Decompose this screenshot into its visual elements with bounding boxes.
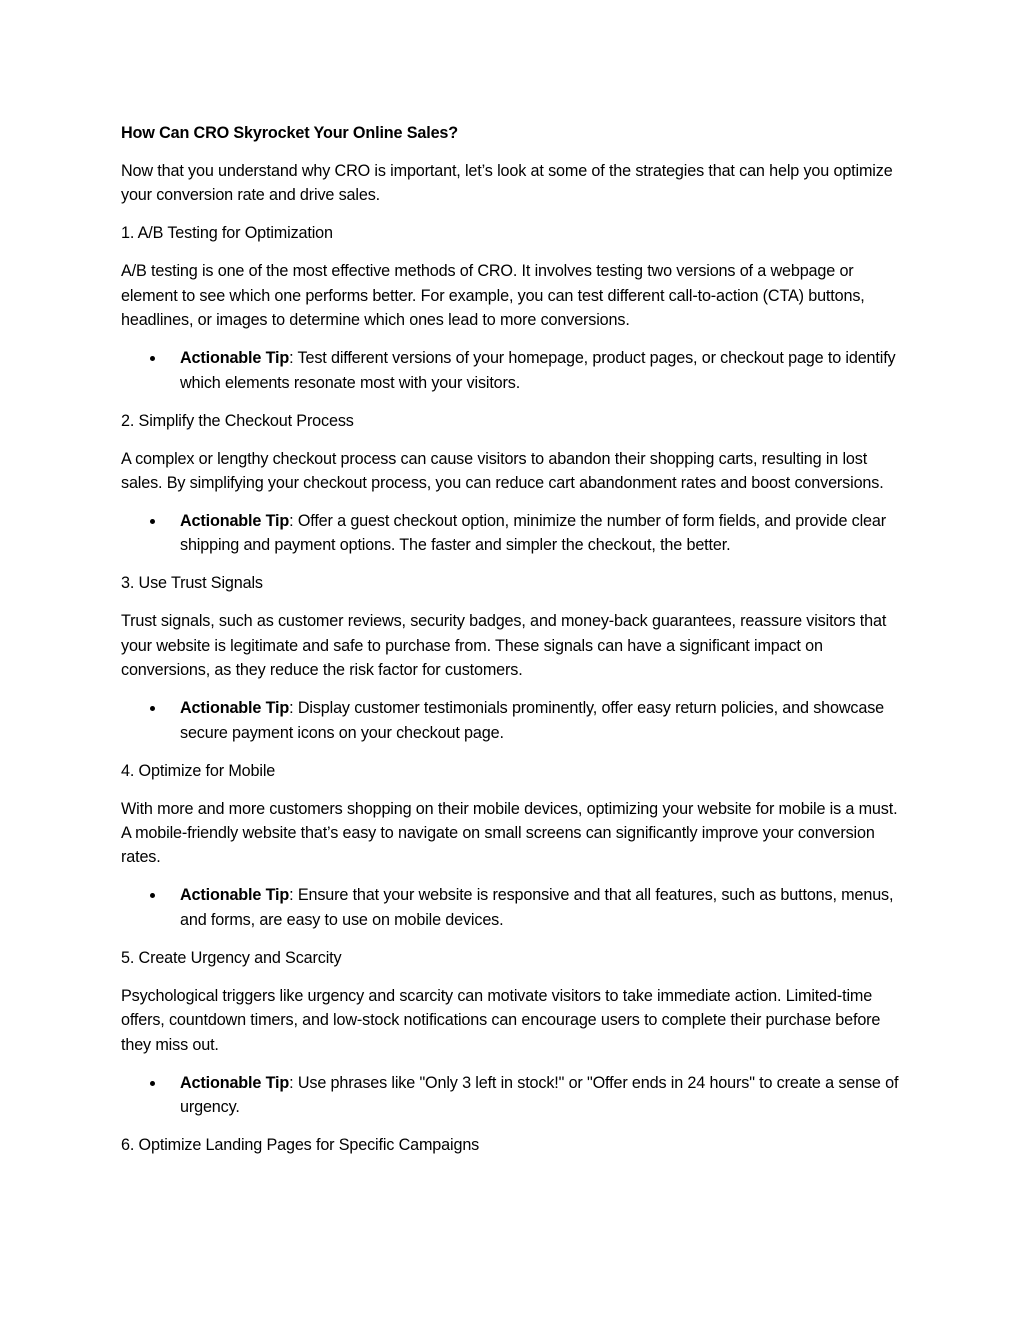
tip-item	[121, 883, 909, 932]
section-heading: 1. A/B Testing for Optimization	[121, 224, 333, 243]
section-body: Trust signals, such as customer reviews, security badges, and money-back guarantees, reassure visitors that your website is legitimate and safe to purchase from. These signals can have a significant impact on conversions, as they reduce the risk factor for customers.	[121, 612, 887, 680]
tip-text: : Offer a guest checkout option, minimize the number of form fields, and provide clear shipping and payment options. The faster and simpler the checkout, the better.	[180, 512, 886, 555]
bullet-icon	[150, 893, 155, 898]
section-heading: 3. Use Trust Signals	[121, 574, 263, 593]
tip-list	[121, 696, 909, 745]
intro-paragraph: Now that you understand why CRO is important, let’s look at some of the strategies that can help you optimize your conversion rate and drive sales.	[121, 162, 893, 205]
section-heading: 4. Optimize for Mobile	[121, 761, 276, 780]
document-title: How Can CRO Skyrocket Your Online Sales?	[121, 124, 459, 142]
tip-item	[121, 509, 909, 558]
section-heading: 6. Optimize Landing Pages for Specific Campaigns	[121, 1136, 480, 1155]
section-body: Psychological triggers like urgency and scarcity can motivate visitors to take immediate action. Limited-time offers, countdown timers, and low-stock notifications can encourage users to complete their purchase before they miss out.	[121, 986, 881, 1054]
bullet-icon	[150, 706, 155, 711]
tip-text: : Use phrases like "Only 3 left in stock!" or "Offer ends in 24 hours" to create a sense of urgency.	[180, 1073, 899, 1117]
tip-item	[121, 696, 909, 745]
bullet-icon	[150, 1081, 155, 1086]
section-body: With more and more customers shopping on their mobile devices, optimizing your website for mobile is a must. A mobile-friendly website that’s easy to navigate on small screens can significantly improve your conversion rates.	[121, 799, 898, 867]
section-body: A complex or lengthy checkout process can cause visitors to abandon their shopping carts, resulting in lost sales. By simplifying your checkout process, you can reduce cart abandonment rates and boost conversions.	[121, 449, 884, 493]
tip-item	[121, 346, 909, 395]
section-body: A/B testing is one of the most effective methods of CRO. It involves testing two versions of a webpage or element to see which one performs better. For example, you can test different call-to-action (CTA) buttons, headlines, or images to determine which ones lead to more conversions.	[121, 262, 865, 330]
tip-label: Actionable Tip	[180, 886, 290, 905]
section-heading: 5. Create Urgency and Scarcity	[121, 948, 342, 967]
tip-list	[121, 883, 909, 932]
tip-label: Actionable Tip	[180, 349, 290, 368]
bullet-icon	[150, 356, 155, 361]
tip-text: : Display customer testimonials prominently, offer easy return policies, and showcase secure payment icons on your checkout page.	[180, 699, 884, 742]
tip-item	[121, 1071, 909, 1120]
tip-label: Actionable Tip	[180, 699, 290, 718]
tip-text: : Test different versions of your homepage, product pages, or checkout page to identify which elements resonate most with your visitors.	[180, 349, 896, 392]
document-body	[121, 121, 909, 1171]
section-heading: 2. Simplify the Checkout Process	[121, 411, 354, 430]
tip-list	[121, 346, 909, 395]
tip-text: : Ensure that your website is responsive and that all features, such as buttons, menus, and forms, are easy to use on mobile devices.	[180, 886, 894, 929]
bullet-icon	[150, 519, 155, 524]
tip-list	[121, 509, 909, 558]
tip-list	[121, 1071, 909, 1120]
tip-label: Actionable Tip	[180, 1073, 290, 1092]
tip-label: Actionable Tip	[180, 512, 290, 531]
